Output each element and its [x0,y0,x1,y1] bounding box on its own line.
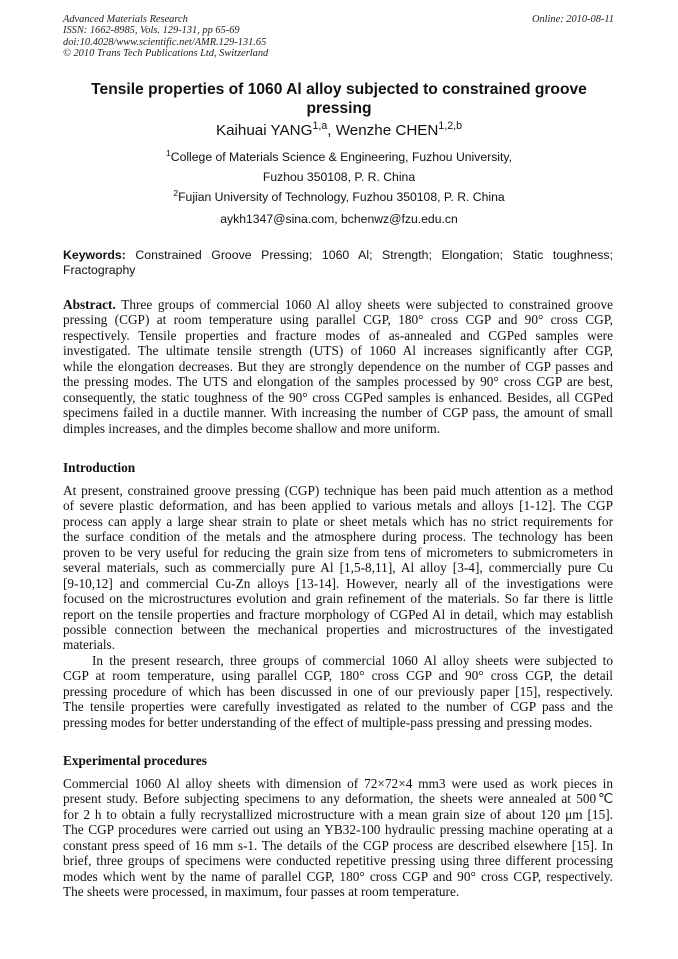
body-line: The sheets were processed, in maximum, four passes at room temperature. [63,884,460,900]
affiliation-marker: 2 [173,187,179,198]
body-line: brief, three groups of specimens were conducted repetitive pressing using three different processing [63,853,613,869]
abstract-line: consequently, the static toughness of the 90° cross CGPed samples is enhanced. Besides, all CGPed [63,389,613,405]
body-line: for 2 h to obtain a fully recrystallized microstructure with a mean grain size of about 120 μm [15]. [63,806,613,822]
affiliation-1 [0,147,678,165]
abstract-line: respectively. Tensile properties and fracture modes of as-annealed and CGPed samples were [63,327,613,343]
body-line: At present, constrained groove pressing (CGP) technique has been paid much attention as a method [63,483,613,498]
affiliation-marker: 1 [166,147,171,158]
author-name: Wenzhe CHEN [335,122,439,139]
journal-name: Advanced Materials Research [63,14,188,25]
affiliation-1-address: Fuzhou 350108, P. R. China [262,170,416,184]
abstract-line: the pressing modes. The UTS and elongation of the samples processed by 90° cross CGP are best, [63,374,613,390]
affiliation-text: Fujian University of Technology, Fuzhou 350108, P. R. China [178,190,505,204]
body-line: modes which went by the name of parallel CGP, 180° cross CGP and 90° cross CGP, respectively. [63,868,613,884]
author-line [0,121,678,140]
abstract-line: while the elongation decreases. But they are strongly dependence on the number of CGP passes and [63,358,613,374]
copyright-line: © 2010 Trans Tech Publications Ltd, Switzerland [63,47,269,59]
body-line: present study. Before subjecting specimens to any deformation, the sheets were annealed at 500℃ [63,791,613,807]
affiliation-text: College of Materials Science & Engineering, Fuzhou University, [170,150,512,164]
doi-line: doi:10.4028/www.scientific.net/AMR.129-131.65 [63,36,267,48]
body-line: Commercial 1060 Al alloy sheets with dimension of 72×72×4 mm3 were used as work pieces in [63,776,613,791]
abstract-line: Abstract. Three groups of commercial 1060 Al alloy sheets were subjected to constrained groove [63,297,613,312]
abstract-line: dimples increases, and the dimples become shallow and more uniform. [63,420,441,436]
body-line: [9-10,12] and commercial Cu-Zn alloys [13-14]. However, nearly all of the investigations were [63,575,613,591]
body-line: constant press speed of 16 mm s-1. The details of the CGP process are described elsewhere [15]. In [63,837,613,853]
affiliation-2 [0,187,678,205]
author-affiliation-marker: 1,a [312,119,328,132]
body-line: the surface condition of the metals and the atmosphere during process. The technology has been [63,529,613,545]
section-heading-introduction: Introduction [63,460,136,475]
body-line: proven to be very useful for reducing the grain size from tens of micrometers to submicrometers in [63,544,613,560]
introduction-body [63,483,613,730]
body-line: of severe plastic deformation, and has been applied to various metals and alloys [1-12]. The CGP [63,498,613,514]
body-line: several materials, such as commercially pure Al [1,5-8,11], Al alloy [3-4], commercially pure Cu [63,560,613,576]
keywords [63,248,613,277]
abstract-label: Abstract. [63,297,116,312]
body-line: In the present research, three groups of commercial 1060 Al alloy sheets were subjected to [92,652,613,668]
body-line: pressing modes for better understanding of the effect of multiple-pass pressing and pressing modes. [63,714,593,730]
author-affiliation-marker: 1,2,b [438,119,463,132]
body-line: possible connection between the mechanical properties and microstructures of the investigated [63,621,613,637]
abstract-line: pressing (CGP) at room temperature using parallel CGP, 180° cross CGP and 90° cross CGP, [63,312,613,328]
abstract-line: specimens failed in a ductile manner. With increasing the number of CGP pass, the amount of small [63,405,613,421]
abstract-line: investigated. The ultimate tensile strength (UTS) of 1060 Al increases significantly after CGP, [63,343,613,359]
body-line: The tensile properties were carefully investigated as related to the number of CGP pass and the [63,699,613,715]
body-line: pressing procedure of which has been discussed in one of our previously paper [15], respectively. [63,683,613,699]
body-line: CGP at room temperature, using parallel CGP, 180° cross CGP and 90° cross CGP, the detail [63,668,613,684]
body-line: materials. [63,637,116,653]
online-date: Online: 2010-08-11 [531,14,614,25]
experimental-body [63,776,613,900]
keywords-label: Keywords: [63,248,126,262]
keywords-text: Constrained Groove Pressing; 1060 Al; Strength; Elongation; Static toughness; Fractography [63,248,613,277]
body-line: report on the tensile properties and fracture morphology of CGPed Al in detail, which may establish [63,606,613,622]
author-emails: aykh1347@sina.com, bchenwz@fzu.edu.cn [220,212,458,226]
section-heading-experimental: Experimental procedures [63,753,207,768]
author-separator: , [327,122,336,139]
body-line: focused on the microstructures evolution and grain refinement of the materials. So far there is little [63,591,613,607]
paper-title: Tensile properties of 1060 Al alloy subjected to constrained groove pressing [91,81,587,117]
running-header-left [63,14,383,59]
body-line: process can apply a large shear strain to plate or sheet metals which has no strict requirements for [63,513,613,529]
body-line: The CGP procedures were carried out using an YB32-100 hydraulic pressing machine operating at a [63,822,613,838]
author-name: Kaihuai YANG [215,122,313,139]
abstract [63,297,613,436]
issn-line: ISSN: 1662-8985, Vols. 129-131, pp 65-69 [63,25,240,37]
